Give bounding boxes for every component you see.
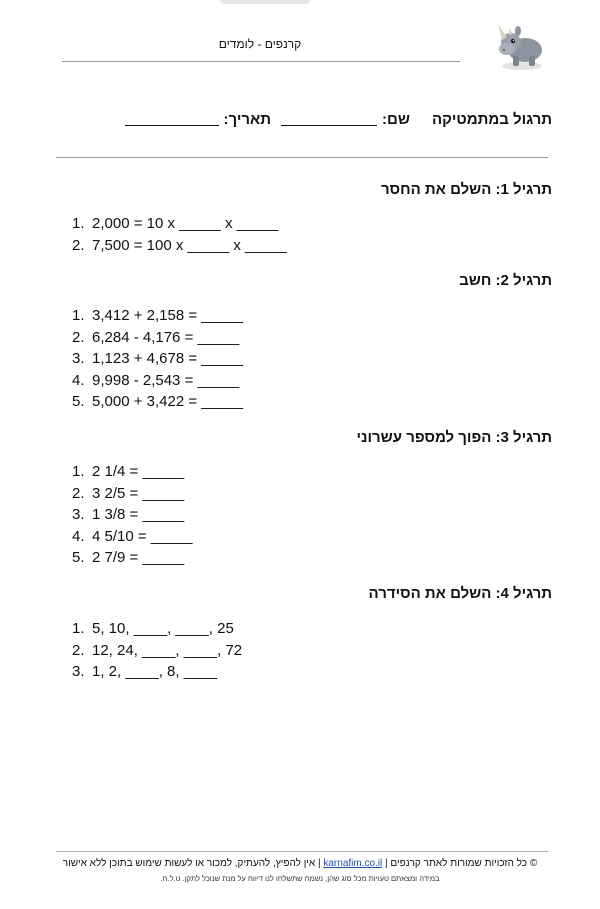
list-item: 3. 1 3/8 = _____	[72, 506, 185, 523]
name-label: שם:	[382, 111, 410, 128]
exercise-1-heading: תרגיל 1: השלם את החסר	[380, 181, 552, 198]
exercise-3-heading: תרגיל 3: הפוך למספר עשרוני	[356, 429, 552, 446]
worksheet-title-bar	[120, 111, 552, 128]
list-item: 5. 2 7/9 = _____	[72, 549, 185, 566]
date-field[interactable]	[125, 111, 219, 126]
footer-divider	[56, 851, 548, 852]
disclaimer-text: במידה ומצאתם טעויות מכל סוג שהן, נשמח שתשלחו לנו דיווח על מנת שנוכל לתקן. ט.ל.ח.	[160, 874, 440, 883]
list-item: 1. 2 1/4 = _____	[72, 463, 185, 480]
exercise-2-list	[72, 305, 243, 413]
list-item: 2. 12, 24, ____, ____, 72	[72, 641, 243, 659]
list-item: 1. 5, 10, ____, ____, 25	[72, 620, 234, 637]
exercise-4-list	[72, 618, 242, 683]
list-item: 5. 5,000 + 3,422 = _____	[72, 393, 243, 410]
name-field[interactable]	[281, 111, 377, 126]
site-link[interactable]: karnafim.co.il	[323, 858, 383, 869]
list-item: 3. 1,123 + 4,678 = _____	[72, 350, 243, 367]
date-label: תאריך:	[223, 111, 272, 128]
list-item: 2. 3 2/5 = _____	[72, 484, 185, 502]
exercise-1-list	[72, 213, 287, 256]
list-item: 2. 7,500 = 100 x _____ x _____	[72, 236, 287, 254]
copyright-text: © כל הזכויות שמורות לאתר קרנפים |	[385, 858, 538, 869]
list-item: 3. 1, 2, ____, 8, ____	[72, 663, 218, 680]
list-item: 4. 4 5/10 = _____	[72, 527, 193, 545]
list-item: 1. 3,412 + 2,158 = _____	[72, 307, 243, 324]
copyright-line	[60, 858, 540, 869]
list-item: 2. 6,284 - 4,176 = _____	[72, 328, 240, 346]
rhino-icon	[494, 18, 548, 72]
list-item: 1. 2,000 = 10 x _____ x _____	[72, 215, 279, 232]
worksheet-title: תרגול במתמטיקה	[431, 111, 552, 128]
brand-title: קרנפים - לומדים	[218, 37, 302, 51]
exercise-2-heading: תרגיל 2: חשב	[459, 272, 552, 289]
exercise-3-list	[72, 461, 193, 569]
list-item: 4. 9,998 - 2,543 = _____	[72, 371, 240, 389]
top-edge-tab	[220, 0, 310, 4]
exercise-4-heading: תרגיל 4: השלם את הסידרה	[368, 585, 552, 602]
title-divider	[56, 157, 548, 158]
copyright-notice: | אין להפיץ, להעתיק, למכור או לעשות שימוש בתוכן ללא אישור	[62, 858, 321, 869]
header-divider	[62, 61, 460, 62]
